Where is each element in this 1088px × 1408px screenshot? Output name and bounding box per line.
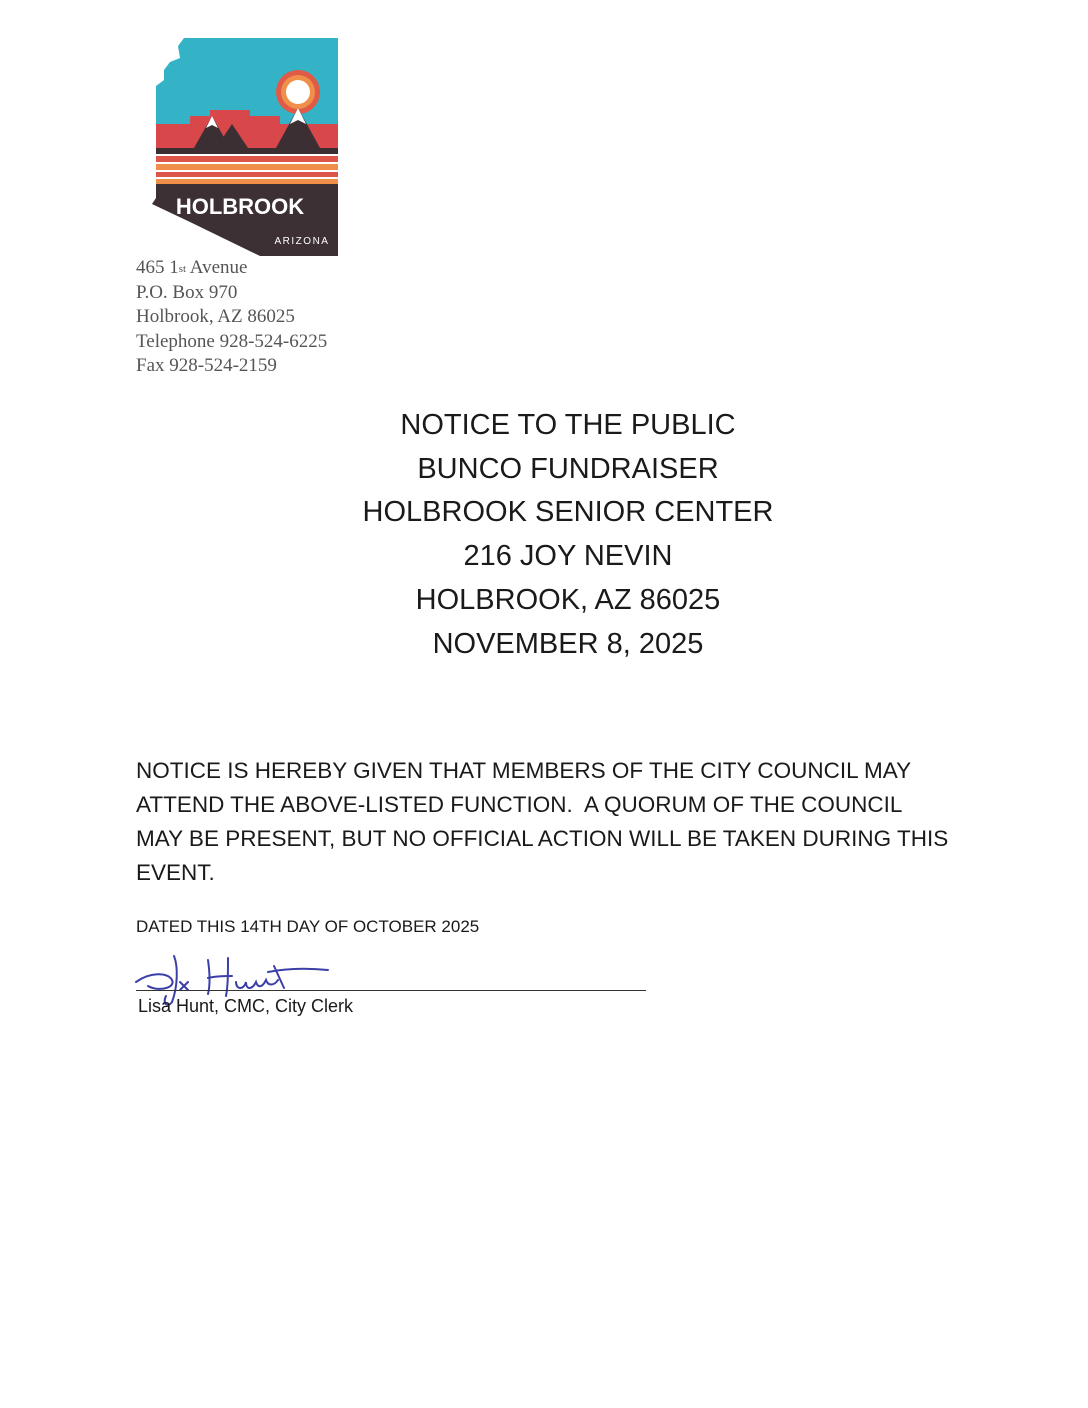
body-line: NOTICE IS HEREBY GIVEN THAT MEMBERS OF THE CITY COUNCIL MAY bbox=[136, 758, 912, 783]
logo-stripe-3 bbox=[156, 164, 338, 170]
signature-line bbox=[136, 990, 646, 991]
dated-line: DATED THIS 14TH DAY OF OCTOBER 2025 bbox=[136, 917, 480, 936]
address-po-box: P.O. Box 970 bbox=[136, 281, 238, 303]
notice-body bbox=[136, 754, 1016, 890]
signatory-name: Lisa Hunt, CMC, City Clerk bbox=[138, 996, 354, 1016]
logo-city-name: HOLBROOK bbox=[175, 194, 305, 219]
logo-stripe-4 bbox=[156, 172, 338, 177]
heading-line: NOVEMBER 8, 2025 bbox=[432, 627, 704, 660]
logo-stripe-1 bbox=[156, 148, 338, 154]
heading-line: 216 JOY NEVIN bbox=[463, 540, 673, 573]
body-line: MAY BE PRESENT, BUT NO OFFICIAL ACTION WILL BE TAKEN DURING THIS bbox=[136, 826, 949, 851]
holbrook-logo bbox=[150, 36, 342, 258]
address-street: 465 1st Avenue bbox=[136, 257, 248, 278]
address-block bbox=[136, 256, 327, 379]
address-fax: Fax 928-524-2159 bbox=[136, 355, 277, 376]
logo-stripe-2 bbox=[156, 156, 338, 162]
address-telephone: Telephone 928-524-6225 bbox=[136, 330, 328, 352]
heading-line: NOTICE TO THE PUBLIC bbox=[400, 409, 736, 441]
body-line: EVENT. bbox=[136, 860, 215, 885]
notice-heading bbox=[0, 404, 1088, 666]
logo-state-name: ARIZONA bbox=[274, 236, 330, 247]
heading-line: HOLBROOK, AZ 86025 bbox=[415, 583, 721, 616]
heading-line: BUNCO FUNDRAISER bbox=[417, 452, 719, 485]
logo-sun-inner bbox=[286, 80, 310, 104]
address-city: Holbrook, AZ 86025 bbox=[136, 306, 295, 327]
body-line: ATTEND THE ABOVE-LISTED FUNCTION. A QUORUM OF THE COUNCIL bbox=[136, 792, 903, 817]
logo-stripe-5 bbox=[156, 179, 338, 184]
heading-line: HOLBROOK SENIOR CENTER bbox=[362, 496, 774, 529]
